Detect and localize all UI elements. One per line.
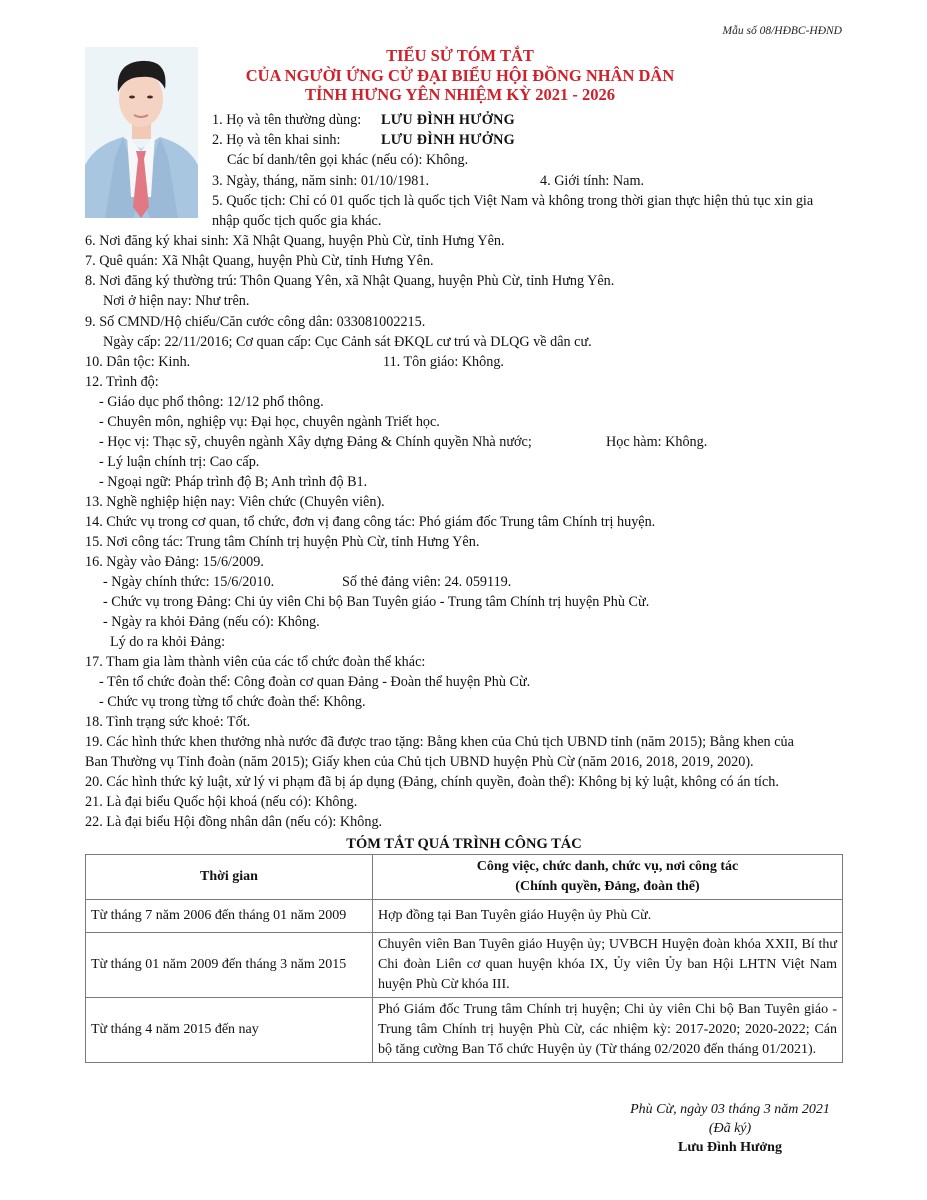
- field-general-education: - Giáo dục phổ thông: 12/12 phổ thông.: [99, 394, 324, 410]
- field-current-residence: Nơi ở hiện nay: Như trên.: [103, 293, 250, 309]
- form-code: Mẫu số 08/HĐBC-HĐND: [722, 25, 842, 37]
- field-peoples-council: 22. Là đại biểu Hội đồng nhân dân (nếu có): Không.: [85, 814, 383, 830]
- field-ethnicity: 10. Dân tộc: Kinh.: [85, 354, 191, 370]
- row-period: Từ tháng 7 năm 2006 đến tháng 01 năm 2009: [86, 900, 373, 933]
- field-birth-date: 3. Ngày, tháng, năm sinh: 01/10/1981.: [212, 173, 429, 189]
- field-education: 12. Trình độ:: [85, 374, 159, 390]
- title-line-1: TIỂU SỬ TÓM TẮT: [386, 46, 534, 65]
- header-period: Thời gian: [86, 855, 373, 900]
- place-date: Phù Cừ, ngày 03 tháng 3 năm 2021: [630, 1102, 830, 1117]
- field-occupation: 13. Nghề nghiệp hiện nay: Viên chức (Chuyên viên).: [85, 494, 385, 510]
- field-awards: 19. Các hình thức khen thưởng nhà nước đã được trao tặng: Bằng khen của Chủ tịch UBND tỉnh (năm 2015); Bằng khen của: [85, 734, 794, 750]
- field-academic-title: Học hàm: Không.: [606, 434, 708, 450]
- signed-note: (Đã ký): [708, 1121, 752, 1136]
- field-organization-name: - Tên tổ chức đoàn thể: Công đoàn cơ quan Đảng - Đoàn thể huyện Phù Cừ.: [99, 674, 531, 690]
- field-national-assembly: 21. Là đại biểu Quốc hội khoá (nếu có): Không.: [85, 794, 358, 810]
- field-party-position: - Chức vụ trong Đảng: Chi ủy viên Chi bộ Ban Tuyên giáo - Trung tâm Chính trị huyện Phù Cừ.: [103, 594, 650, 610]
- work-history-title: TÓM TẮT QUÁ TRÌNH CÔNG TÁC: [346, 836, 582, 852]
- field-organizations: 17. Tham gia làm thành viên của các tổ chức đoàn thể khác:: [85, 654, 426, 670]
- field-specialty: - Chuyên môn, nghiệp vụ: Đại học, chuyên ngành Triết học.: [99, 414, 440, 430]
- field-awards-cont: Ban Thường vụ Tỉnh đoàn (năm 2015); Giấy khen của Chủ tịch UBND huyện Phù Cừ (năm 2016, 2018, 2019, 2020).: [85, 754, 754, 770]
- common-name-value: LƯU ĐÌNH HƯỞNG: [381, 112, 515, 128]
- field-party-official-date: - Ngày chính thức: 15/6/2010.: [103, 574, 275, 590]
- field-degree: - Học vị: Thạc sỹ, chuyên ngành Xây dựng Đảng & Chính quyền Nhà nước;: [99, 434, 532, 450]
- field-permanent-residence: 8. Nơi đăng ký thường trú: Thôn Quang Yên, xã Nhật Quang, huyện Phù Cừ, tỉnh Hưng Yên.: [85, 273, 615, 289]
- field-foreign-language: - Ngoại ngữ: Pháp trình độ B; Anh trình độ B1.: [99, 474, 368, 490]
- table-row: [86, 998, 843, 1063]
- field-discipline: 20. Các hình thức kỷ luật, xử lý vi phạm đã bị áp dụng (Đảng, chính quyền, đoàn thể): Không bị kỷ luật, không có án tích.: [85, 774, 779, 790]
- field-organization-role: - Chức vụ trong từng tổ chức đoàn thể: Không.: [99, 694, 366, 710]
- portrait-image: [85, 47, 198, 218]
- field-party-join-date: 16. Ngày vào Đảng: 15/6/2009.: [85, 554, 264, 570]
- field-nationality-cont: nhập quốc tịch quốc gia khác.: [212, 213, 382, 229]
- signature-block: [580, 1100, 880, 1157]
- field-political-theory: - Lý luận chính trị: Cao cấp.: [99, 454, 260, 470]
- header-job: [373, 855, 843, 900]
- title-line-3: TỈNH HƯNG YÊN NHIỆM KỲ 2021 - 2026: [305, 85, 615, 104]
- field-gender: 4. Giới tính: Nam.: [540, 173, 645, 189]
- table-header-row: [86, 855, 843, 900]
- row-job: Hợp đồng tại Ban Tuyên giáo Huyện ủy Phù Cừ.: [373, 900, 843, 933]
- row-job: Chuyên viên Ban Tuyên giáo Huyện ủy; UVBCH Huyện đoàn khóa XXII, Bí thư Chi đoàn Liên cơ quan huyện khóa IX, Ủy viên Ủy ban Hội LHTN Việt Nam huyện Phù Cừ khóa III.: [373, 933, 843, 998]
- field-id-number: 9. Số CMND/Hộ chiếu/Căn cước công dân: 033081002215.: [85, 314, 426, 330]
- field-nationality: 5. Quốc tịch: Chỉ có 01 quốc tịch là quốc tịch Việt Nam và không trong thời gian thực hiện thủ tục xin gia: [212, 193, 814, 209]
- candidate-photo: [85, 47, 198, 218]
- row-period: Từ tháng 01 năm 2009 đến tháng 3 năm 2015: [86, 933, 373, 998]
- signer-name: Lưu Đình Hưởng: [678, 1140, 782, 1155]
- field-birth-registration: 6. Nơi đăng ký khai sinh: Xã Nhật Quang, huyện Phù Cừ, tỉnh Hưng Yên.: [85, 233, 505, 249]
- birth-name-value: LƯU ĐÌNH HƯỞNG: [381, 132, 515, 148]
- title-line-2: CỦA NGƯỜI ỨNG CỬ ĐẠI BIỂU HỘI ĐỒNG NHÂN DÂN: [245, 65, 675, 85]
- document-title: [200, 46, 720, 105]
- header-job-line-1: Công việc, chức danh, chức vụ, nơi công tác: [476, 859, 739, 874]
- table-row: [86, 933, 843, 998]
- field-birth-name: [212, 130, 515, 150]
- field-common-name: [212, 110, 515, 130]
- field-party-leave: - Ngày ra khỏi Đảng (nếu có): Không.: [103, 614, 320, 630]
- field-workplace: 15. Nơi công tác: Trung tâm Chính trị huyện Phù Cừ, tỉnh Hưng Yên.: [85, 534, 480, 550]
- row-job: Phó Giám đốc Trung tâm Chính trị huyện; Chi ủy viên Chi bộ Ban Tuyên giáo - Trung tâm Chính trị huyện Phù Cừ, các nhiệm kỳ: 2017-2020; 2020-2022; Cán bộ tăng cường Ban Tổ chức Huyện ủy (Từ tháng 02/2020 đến tháng 01/2021).: [373, 998, 843, 1063]
- field-religion: 11. Tôn giáo: Không.: [383, 354, 504, 370]
- field-label: 1. Họ và tên thường dùng:: [212, 112, 362, 128]
- field-aliases: Các bí danh/tên gọi khác (nếu có): Không.: [227, 152, 469, 168]
- field-hometown: 7. Quê quán: Xã Nhật Quang, huyện Phù Cừ, tỉnh Hưng Yên.: [85, 253, 434, 269]
- field-label: 2. Họ và tên khai sinh:: [212, 132, 341, 148]
- field-health: 18. Tình trạng sức khoẻ: Tốt.: [85, 714, 251, 730]
- table-row: [86, 900, 843, 933]
- field-id-issue: Ngày cấp: 22/11/2016; Cơ quan cấp: Cục Cảnh sát ĐKQL cư trú và DLQG về dân cư.: [103, 334, 592, 350]
- field-party-leave-reason: Lý do ra khỏi Đảng:: [110, 634, 226, 650]
- header-job-line-2: (Chính quyền, Đảng, đoàn thể): [515, 879, 700, 894]
- field-position: 14. Chức vụ trong cơ quan, tổ chức, đơn vị đang công tác: Phó giám đốc Trung tâm Chính trị huyện.: [85, 514, 656, 530]
- field-party-card: Số thẻ đảng viên: 24. 059119.: [342, 574, 512, 590]
- work-history-table: [85, 854, 843, 1063]
- row-period: Từ tháng 4 năm 2015 đến nay: [86, 998, 373, 1063]
